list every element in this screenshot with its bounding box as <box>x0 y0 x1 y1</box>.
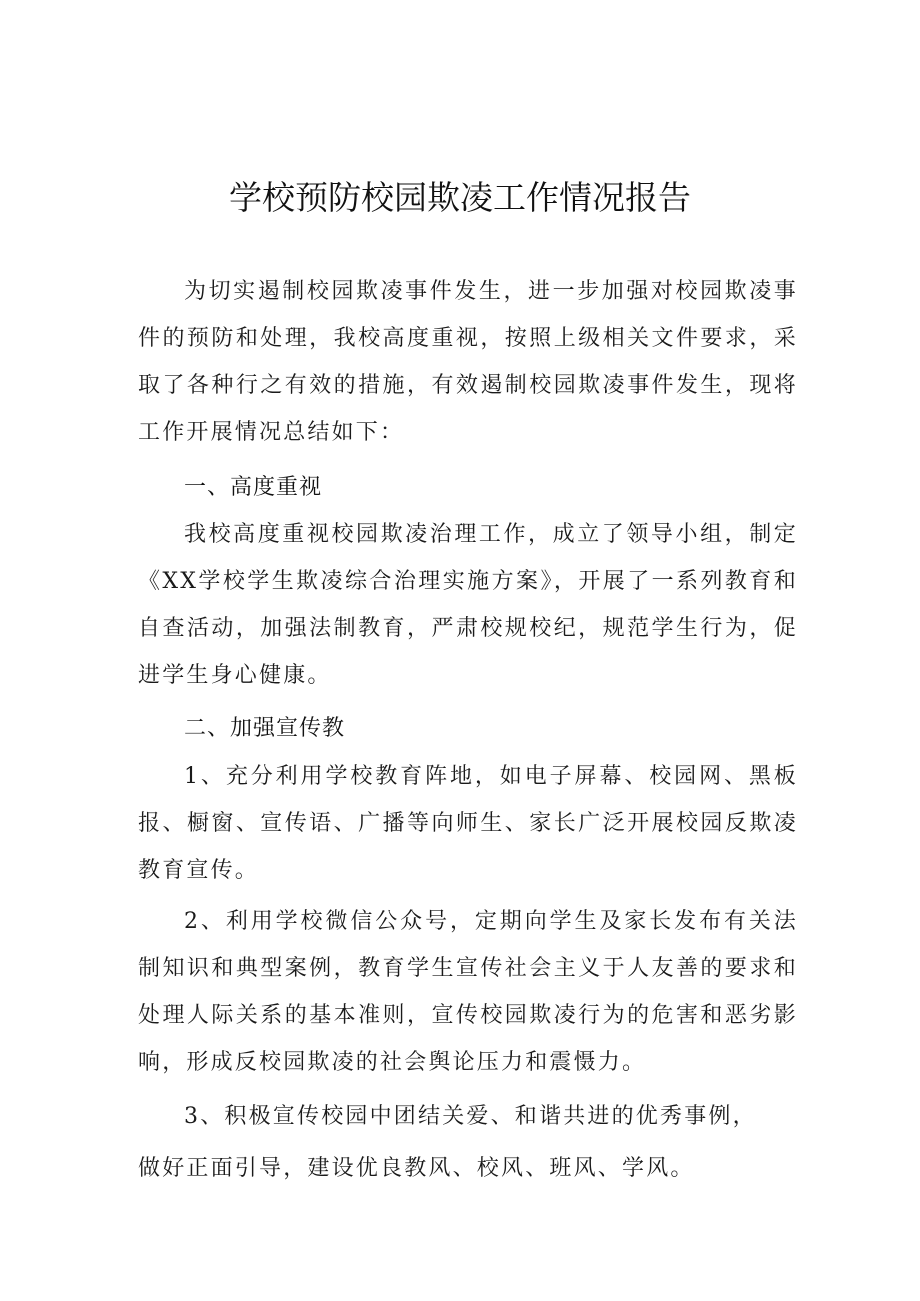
section-2-item-2: 2、利用学校微信公众号，定期向学生及家长发布有关法制知识和典型案例，教育学生宣传社会主义于人友善的要求和处理人际关系的基本准则，宣传校园欺凌行为的危害和恶劣影响，形成反校园欺凌的社会舆论压力和震慑力。 <box>138 909 798 1075</box>
section-heading-1: 一、高度重视 <box>184 475 323 500</box>
section-2-item-1: 1、充分利用学校教育阵地，如电子屏幕、校园网、黑板报、橱窗、宣传语、广播等向师生、家长广泛开展校园反欺凌教育宣传。 <box>138 764 798 883</box>
section-2-item-3-line-1: 3、积极宣传校园中团结关爱、和谐共进的优秀事例， <box>184 1104 757 1129</box>
document-title: 学校预防校园欺凌工作情况报告 <box>229 178 691 217</box>
intro-paragraph: 为切实遏制校园欺凌事件发生，进一步加强对校园欺凌事件的预防和处理，我校高度重视，按照上级相关文件要求，采取了各种行之有效的措施，有效遏制校园欺凌事件发生，现将工作开展情况总结如下： <box>138 279 798 445</box>
section-heading-2: 二、加强宣传教 <box>184 716 346 741</box>
section-1-paragraph: 我校高度重视校园欺凌治理工作，成立了领导小组，制定《XX学校学生欺凌综合治理实施方案》，开展了一系列教育和自查活动，加强法制教育，严肃校规校纪，规范学生行为，促进学生身心健康。 <box>138 522 798 688</box>
section-2-item-3-line-2: 做好正面引导，建设优良教风、校风、班风、学风。 <box>138 1156 695 1181</box>
